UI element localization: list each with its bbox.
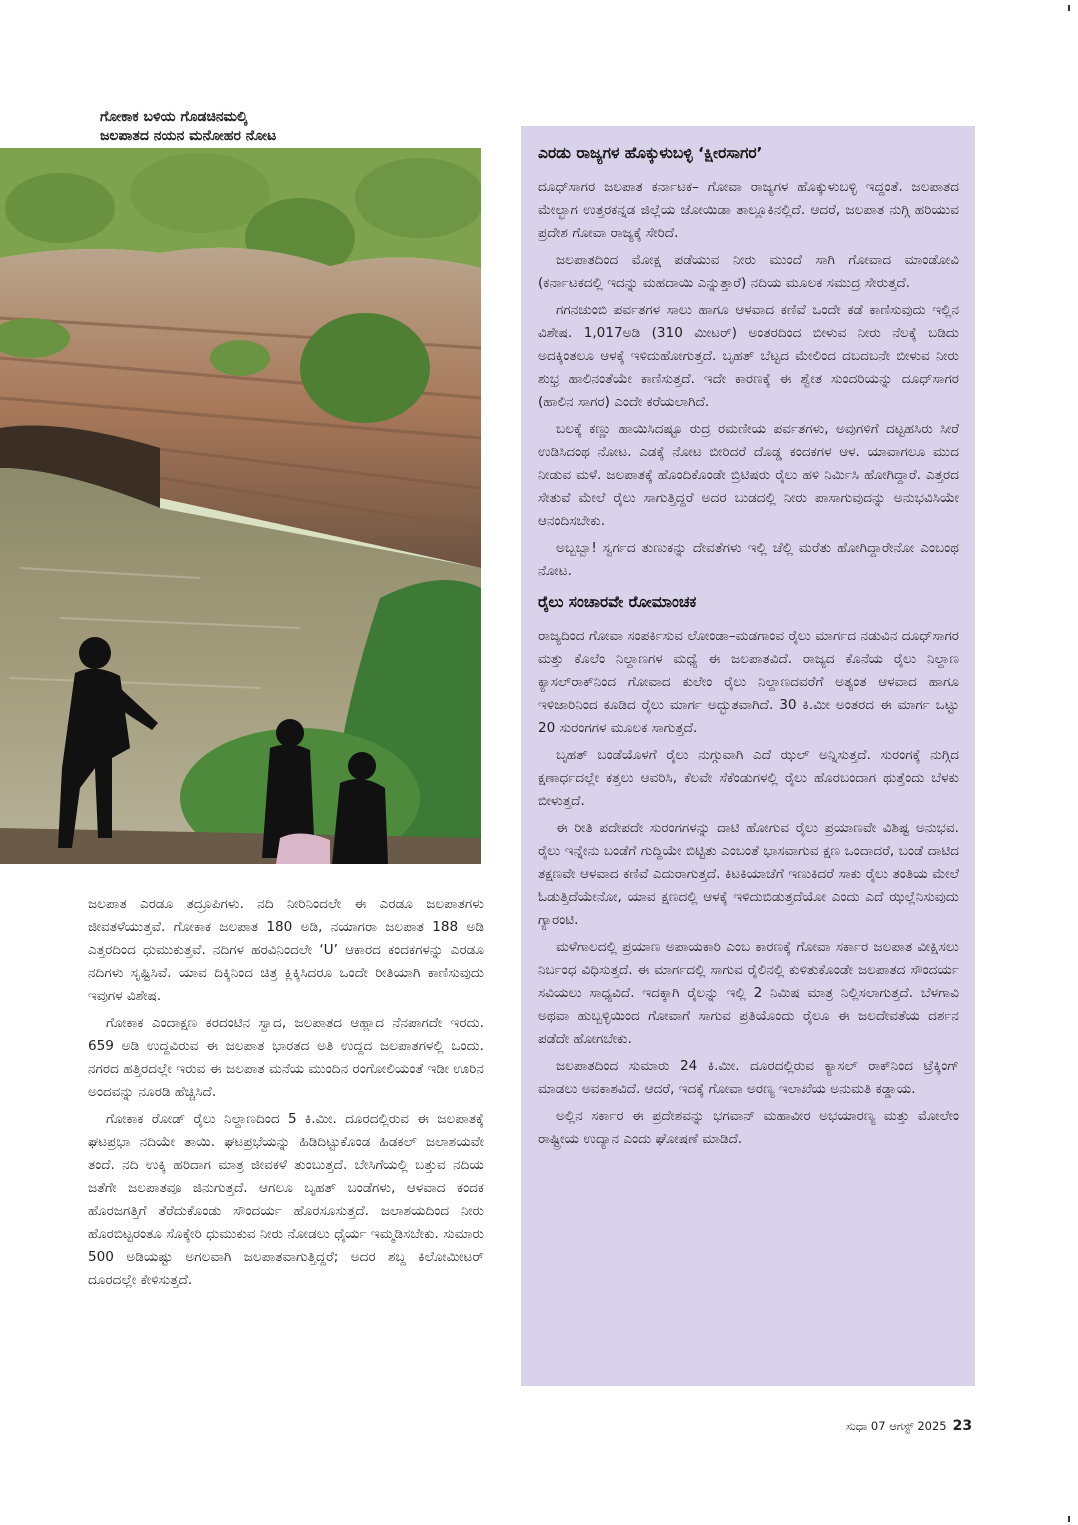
- photo-caption: [100, 108, 400, 146]
- sidebar-paragraph: ಅಬ್ಬಬ್ಬಾ! ಸ್ವರ್ಗದ ತುಣುಕನ್ನು ದೇವತೆಗಳು ಇಲ್ಲಿ ಚೆಲ್ಲಿ ಮರೆತು ಹೋಗಿದ್ದಾರೇನೋ ಎಂಬಂಥ ನೋಟ.: [538, 540, 959, 579]
- publication-date: ಸುಧಾ 07 ಆಗಸ್ಟ್ 2025: [846, 1419, 947, 1433]
- sidebar-paragraph: ರಾಜ್ಯದಿಂದ ಗೋವಾ ಸಂಪರ್ಕಿಸುವ ಲೋಂಡಾ–ಮಡಗಾಂವ ರೈಲು ಮಾರ್ಗದ ನಡುವಿನ ದೂಧ್‌ಸಾಗರ ಮತ್ತು ಕೊಲೆಂ ನಿಲ್ದಾಣಗಳ ಮಧ್ಯೆ ಈ ಜಲಪಾತವಿದೆ. ರಾಜ್ಯದ ಕೊನೆಯ ರೈಲು ನಿಲ್ದಾಣ ಕ್ಯಾಸಲ್‌ರಾಕ್‌ನಿಂದ ಗೋವಾದ ಕುಲೇಂ ರೈಲು ನಿಲ್ದಾಣದವರೆಗೆ ಅತ್ಯಂತ ಆಳವಾದ ಹಾಗೂ ಇಳಿಜಾರಿನಿಂದ ಕೂಡಿದ ರೈಲು ಮಾರ್ಗ ಅದ್ಭುತವಾಗಿದೆ. 30 ಕಿ.ಮೀ ಅಂತರದ ಈ ಮಾರ್ಗ ಒಟ್ಟು 20 ಸುರಂಗಗಳ ಮೂಲಕ ಸಾಗುತ್ತದೆ.: [538, 628, 959, 736]
- waterfall-photo: [0, 148, 481, 864]
- page-number: 23: [952, 1418, 973, 1434]
- article-paragraph: ಜಲಪಾತ ಎರಡೂ ತದ್ರೂಪಿಗಳು. ನದಿ ನೀರಿನಿಂದಲೇ ಈ ಎರಡೂ ಜಲಪಾತಗಳು ಜೀವತಳೆಯುತ್ತವೆ. ಗೋಕಾಕ ಜಲಪಾತ 180 ಅಡಿ, ನಯಾಗರಾ ಜಲಪಾತ 188 ಅಡಿ ಎತ್ತರದಿಂದ ಧುಮುಕುತ್ತವೆ. ನದಿಗಳ ಹರವಿನಿಂದಲೇ ‘U’ ಆಕಾರದ ಕಂದಕಗಳನ್ನು ಎರಡೂ ನದಿಗಳು ಸೃಷ್ಟಿಸಿವೆ. ಯಾವ ದಿಕ್ಕಿನಿಂದ ಚಿತ್ರ ಕ್ಲಿಕ್ಕಿಸಿದರೂ ಒಂದೇ ರೀತಿಯಾಗಿ ಕಾಣಿಸುವುದು ಇವುಗಳ ವಿಶೇಷ.: [88, 896, 484, 1004]
- photo-caption-line: ಜಲಪಾತದ ನಯನ ಮನೋಹರ ನೋಟ: [100, 128, 277, 144]
- sidebar-box: [521, 126, 975, 1386]
- crop-mark: [1068, 1516, 1070, 1522]
- sidebar-heading: ಎರಡು ರಾಜ್ಯಗಳ ಹೊಕ್ಕುಳುಬಳ್ಳಿ ‘ಕ್ಷೀರಸಾಗರ’: [538, 144, 763, 162]
- sidebar-paragraph: ಗಗನಚುಂಬಿ ಪರ್ವತಗಳ ಸಾಲು ಹಾಗೂ ಆಳವಾದ ಕಣಿವೆ ಒಂದೇ ಕಡೆ ಕಾಣಿಸುವುದು ಇಲ್ಲಿನ ವಿಶೇಷ. 1,017ಅಡಿ (310 ಮೀಟರ್) ಅಂತರದಿಂದ ಬೀಳುವ ನೀರು ನೆಲಕ್ಕೆ ಬಡಿದು ಅದಕ್ಕಿಂತಲೂ ಆಳಕ್ಕೆ ಇಳಿದುಹೋಗುತ್ತದೆ. ಬೃಹತ್ ಬೆಟ್ಟದ ಮೇಲಿಂದ ದಬದಬನೇ ಬೀಳುವ ನೀರು ಶುಭ್ರ ಹಾಲಿನಂತೆಯೇ ಕಾಣಿಸುತ್ತದೆ. ಇದೇ ಕಾರಣಕ್ಕೆ ಈ ಶ್ವೇತ ಸುಂದರಿಯನ್ನು ದೂಧ್‌ಸಾಗರ (ಹಾಲಿನ ಸಾಗರ) ಎಂದೇ ಕರೆಯಲಾಗಿದೆ.: [538, 302, 959, 410]
- article-paragraph: ಗೋಕಾಕ ರೋಡ್ ರೈಲು ನಿಲ್ದಾಣದಿಂದ 5 ಕಿ.ಮೀ. ದೂರದಲ್ಲಿರುವ ಈ ಜಲಪಾತಕ್ಕೆ ಘಟಪ್ರಭಾ ನದಿಯೇ ತಾಯಿ. ಘಟಪ್ರಭೆಯನ್ನು ಹಿಡಿದಿಟ್ಟುಕೊಂಡ ಹಿಡಕಲ್ ಜಲಾಶಯವೇ ತಂದೆ. ನದಿ ಉಕ್ಕಿ ಹರಿದಾಗ ಮಾತ್ರ ಜೀವಕಳೆ ತುಂಬುತ್ತದೆ. ಬೇಸಿಗೆಯಲ್ಲಿ ಬತ್ತುವ ನದಿಯ ಜತೆಗೇ ಜಲಪಾತವೂ ಜಿನುಗುತ್ತದೆ. ಆಗಲೂ ಬೃಹತ್ ಬಂಡೆಗಳು, ಆಳವಾದ ಕಂದಕ ಹೊರಜಗತ್ತಿಗೆ ತೆರೆದುಕೊಂಡು ಸೌಂದರ್ಯ ಹೊರಸೂಸುತ್ತದೆ. ಜಲಾಶಯದಿಂದ ನೀರು ಹೊರಬಿಟ್ಟರಂತೂ ಸೊಕ್ಕೇರಿ ಧುಮುಕುವ ನೀರು ನೋಡಲು ಧೈರ್ಯ ಇಮ್ಮಡಿಸಬೇಕು. ಸುಮಾರು 500 ಅಡಿಯಷ್ಟು ಅಗಲವಾಗಿ ಜಲಪಾತವಾಗುತ್ತಿದ್ದರೆ; ಅದರ ಶಬ್ದ ಕಿಲೋಮೀಟರ್ ದೂರದಲ್ಲೇ ಕೇಳಿಸುತ್ತದೆ.: [88, 1111, 484, 1288]
- sidebar-paragraph: ಬಲಕ್ಕೆ ಕಣ್ಣು ಹಾಯಿಸಿದಷ್ಟೂ ರುದ್ರ ರಮಣೀಯ ಪರ್ವತಗಳು, ಅವುಗಳಿಗೆ ದಟ್ಟಹಸಿರು ಸೀರೆ ಉಡಿಸಿದಂಥ ನೋಟ. ಎಡಕ್ಕೆ ನೋಟ ಬೀರಿದರೆ ದೊಡ್ಡ ಕಂದಕಗಳ ಆಳ. ಯಾವಾಗಲೂ ಮುದ ನೀಡುವ ಮಳೆ. ಜಲಪಾತಕ್ಕೆ ಹೊಂದಿಕೊಂಡೇ ಬ್ರಿಟಿಷರು ರೈಲು ಹಳಿ ನಿರ್ಮಿಸಿ ಹೋಗಿದ್ದಾರೆ. ಎತ್ತರದ ಸೇತುವೆ ಮೇಲೆ ರೈಲು ಸಾಗುತ್ತಿದ್ದರೆ ಅದರ ಬುಡದಲ್ಲಿ ನೀರು ಪಾಸಾಗುವುದನ್ನು ಅನುಭವಿಸಿಯೇ ಆನಂದಿಸಬೇಕು.: [538, 421, 959, 529]
- sidebar-paragraph: ಜಲಪಾತದಿಂದ ಮೋಕ್ಷ ಪಡೆಯುವ ನೀರು ಮುಂದೆ ಸಾಗಿ ಗೋವಾದ ಮಾಂಡೋವಿ (ಕರ್ನಾಟಕದಲ್ಲಿ ಇದನ್ನು ಮಹದಾಯಿ ಎನ್ನುತ್ತಾರೆ) ನದಿಯ ಮೂಲಕ ಸಮುದ್ರ ಸೇರುತ್ತದೆ.: [538, 252, 959, 291]
- photo-caption-line: ಗೋಕಾಕ ಬಳಿಯ ಗೊಡಚಿನಮಲ್ಕಿ: [100, 109, 248, 125]
- sidebar-paragraph: ಬೃಹತ್ ಬಂಡೆಯೊಳಗೆ ರೈಲು ನುಗ್ಗುವಾಗಿ ಎದೆ ಝಲ್ ಅನ್ನಿಸುತ್ತದೆ. ಸುರಂಗಕ್ಕೆ ನುಗ್ಗಿದ ಕ್ಷಣಾರ್ಧದಲ್ಲೇ ಕತ್ತಲು ಆವರಿಸಿ, ಕೆಲವೇ ಸೆಕೆಂಡುಗಳಲ್ಲಿ ರೈಲು ಹೊರಬಂದಾಗ ಥುತ್ತೆಂದು ಬೆಳಕು ಬೀಳುತ್ತದೆ.: [538, 747, 959, 809]
- sidebar-paragraph: ಮಳೆಗಾಲದಲ್ಲಿ ಪ್ರಯಾಣ ಅಪಾಯಕಾರಿ ಎಂಬ ಕಾರಣಕ್ಕೆ ಗೋವಾ ಸರ್ಕಾರ ಜಲಪಾತ ವೀಕ್ಷಿಸಲು ನಿರ್ಬಂಧ ವಿಧಿಸುತ್ತದೆ. ಈ ಮಾರ್ಗದಲ್ಲಿ ಸಾಗುವ ರೈಲಿನಲ್ಲಿ ಕುಳಿತುಕೊಂಡೇ ಜಲಪಾತದ ಸೌಂದರ್ಯ ಸವಿಯಲು ಸಾಧ್ಯವಿದೆ. ಇದಕ್ಕಾಗಿ ರೈಲನ್ನು ಇಲ್ಲಿ 2 ನಿಮಿಷ ಮಾತ್ರ ನಿಲ್ಲಿಸಲಾಗುತ್ತದೆ. ಬೆಳಗಾವಿ ಅಥವಾ ಹುಬ್ಬಳ್ಳಿಯಿಂದ ಗೋವಾಗೆ ಸಾಗುವ ಪ್ರತಿಯೊಂದು ರೈಲೂ ಈ ಜಲದೇವತೆಯ ದರ್ಶನ ಪಡೆದೇ ಹೋಗಬೇಕು.: [538, 939, 959, 1047]
- sidebar-paragraph: ಈ ರೀತಿ ಪದೇಪದೇ ಸುರಂಗಗಳನ್ನು ದಾಟಿ ಹೋಗುವ ರೈಲು ಪ್ರಯಾಣವೇ ವಿಶಿಷ್ಟ ಅನುಭವ. ರೈಲು ಇನ್ನೇನು ಬಂಡೆಗೆ ಗುದ್ದಿಯೇ ಬಿಟ್ಟಿತು ಎಂಬಂತೆ ಭಾಸವಾಗುವ ಕ್ಷಣ ಒಂದಾದರೆ, ಬಂಡೆ ದಾಟಿದ ತಕ್ಷಣವೇ ಆಳವಾದ ಕಣಿವೆ ಎದುರಾಗುತ್ತದೆ. ಕಿಟಕಿಯಾಚೆಗೆ ಇಣುಕಿದರೆ ಸಾಕು ರೈಲು ತಂತಿಯ ಮೇಲೆ ಓಡುತ್ತಿದೆಯೇನೋ, ಯಾವ ಕ್ಷಣದಲ್ಲಿ ಆಳಕ್ಕೆ ಇಳಿದುಬಿಡುತ್ತದೆಯೋ ಎಂದು ಎದೆ ಝಲ್ಲೆನಿಸುವುದು ಗ್ಯಾರಂಟಿ.: [538, 820, 959, 928]
- sidebar-paragraph: ದೂಧ್‌ಸಾಗರ ಜಲಪಾತ ಕರ್ನಾಟಕ– ಗೋವಾ ರಾಜ್ಯಗಳ ಹೊಕ್ಕುಳುಬಳ್ಳಿ ಇದ್ದಂತೆ. ಜಲಪಾತದ ಮೇಲ್ಭಾಗ ಉತ್ತರಕನ್ನಡ ಜಿಲ್ಲೆಯ ಜೋಯಿಡಾ ತಾಲ್ಲೂಕಿನಲ್ಲಿದೆ. ಆದರೆ, ಜಲಪಾತ ನುಗ್ಗಿ ಹರಿಯುವ ಪ್ರದೇಶ ಗೋವಾ ರಾಜ್ಯಕ್ಕೆ ಸೇರಿದೆ.: [538, 179, 959, 241]
- crop-mark: [1068, 5, 1070, 11]
- sidebar-subheading: ರೈಲು ಸಂಚಾರವೇ ರೋಮಾಂಚಕ: [538, 593, 697, 611]
- sidebar-paragraph: ಜಲಪಾತದಿಂದ ಸುಮಾರು 24 ಕಿ.ಮೀ. ದೂರದಲ್ಲಿರುವ ಕ್ಯಾಸಲ್ ರಾಕ್‌ನಿಂದ ಟ್ರೆಕ್ಕಿಂಗ್ ಮಾಡಲು ಅವಕಾಶವಿದೆ. ಆದರೆ, ಇದಕ್ಕೆ ಗೋವಾ ಅರಣ್ಯ ಇಲಾಖೆಯ ಅನುಮತಿ ಕಡ್ಡಾಯ.: [538, 1058, 959, 1097]
- page-footer: [846, 1418, 972, 1434]
- article-paragraph: ಗೋಕಾಕ ಎಂದಾಕ್ಷಣ ಕರದಂಟಿನ ಸ್ವಾದ, ಜಲಪಾತದ ಆಹ್ಲಾದ ನೆನಪಾಗದೇ ಇರದು. 659 ಅಡಿ ಉದ್ದವಿರುವ ಈ ಜಲಪಾತ ಭಾರತದ ಅತಿ ಉದ್ದದ ಜಲಪಾತಗಳಲ್ಲಿ ಒಂದು. ನಗರದ ಹತ್ತಿರದಲ್ಲೇ ಇರುವ ಈ ಜಲಪಾತ ಮನೆಯ ಮುಂದಿನ ರಂಗೋಲಿಯಂತೆ ಇಡೀ ಊರಿನ ಅಂದವನ್ನು ನೂರಡಿ ಹೆಚ್ಚಿಸಿದೆ.: [88, 1015, 484, 1100]
- left-column-article: [88, 893, 484, 1296]
- sidebar-paragraph: ಅಲ್ಲಿನ ಸರ್ಕಾರ ಈ ಪ್ರದೇಶವನ್ನು ಭಗವಾನ್ ಮಹಾವೀರ ಅಭಯಾರಣ್ಯ ಮತ್ತು ಮೋಲೇಂ ರಾಷ್ಟ್ರೀಯ ಉದ್ಯಾನ ಎಂದು ಘೋಷಣೆ ಮಾಡಿದೆ.: [538, 1108, 959, 1147]
